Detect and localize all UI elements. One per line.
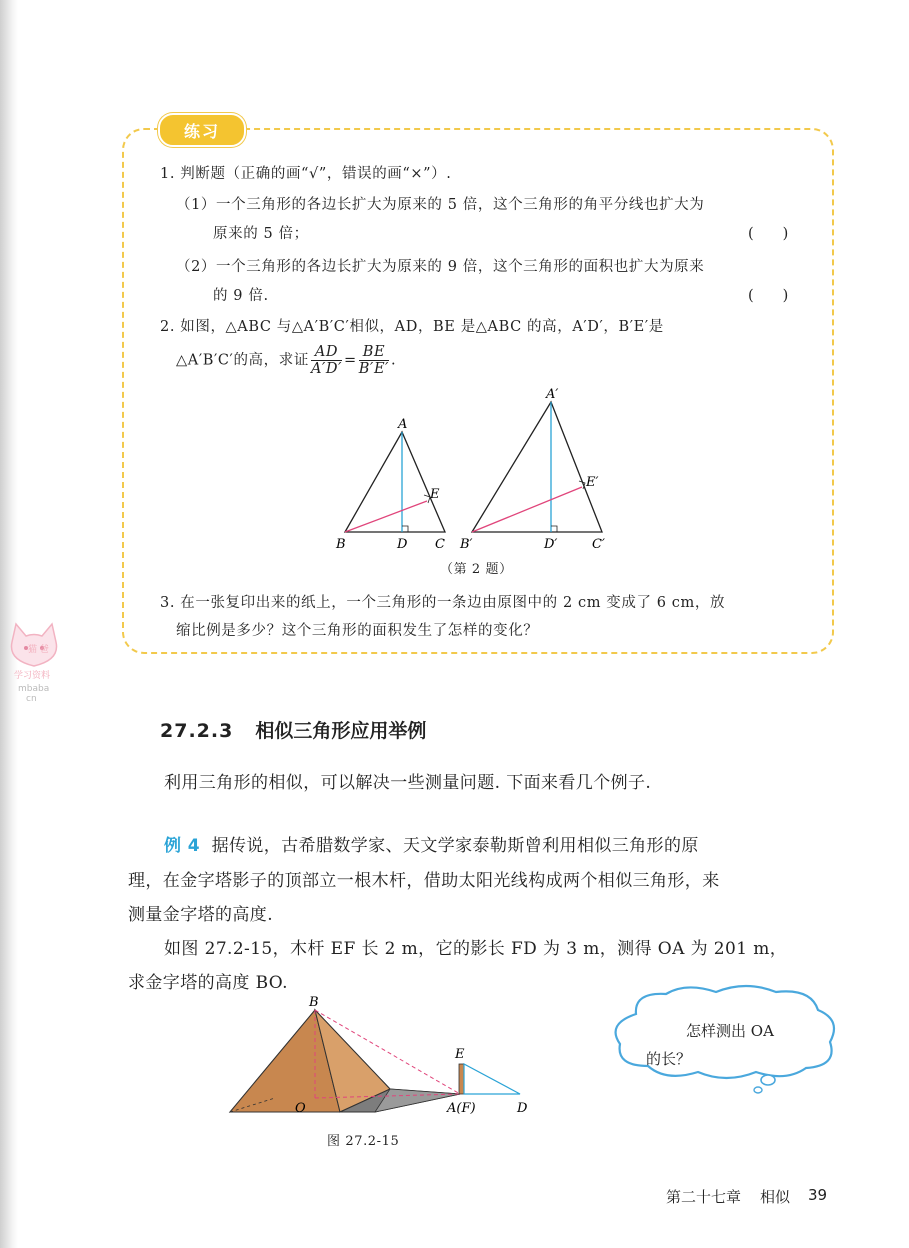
pole-shadow-triangle xyxy=(464,1064,520,1094)
frac1-num: AD xyxy=(311,344,342,361)
example-line3: 测量金字塔的高度. xyxy=(128,905,274,925)
fraction-ad xyxy=(311,344,342,377)
figure-27-2-15-caption: 图 27.2-15 xyxy=(327,1134,400,1149)
triangle-a2b2c2 xyxy=(472,402,602,532)
label-d2: D′ xyxy=(544,537,558,552)
q2-line2-prefix: △A′B′C′的高，求证 xyxy=(176,352,309,369)
example-line4: 如图 27.2-15，木杆 EF 长 2 m，它的影长 FD 为 3 m，测得 OA 为 201 m， xyxy=(164,939,788,959)
pole-ef xyxy=(459,1064,464,1094)
q3-line2: 缩比例是多少？这个三角形的面积发生了怎样的变化？ xyxy=(176,623,539,639)
q1-item2-line2: 的 9 倍. xyxy=(213,288,269,304)
label-c2: C′ xyxy=(592,537,605,552)
fig-label-e: E xyxy=(455,1047,465,1062)
fraction-be xyxy=(359,344,389,377)
label-a: A xyxy=(398,417,408,432)
equals-sign: = xyxy=(344,352,357,369)
frac1-den: A′D′ xyxy=(310,361,343,377)
fig-label-o: O xyxy=(295,1101,306,1116)
pyramid-figure xyxy=(215,994,545,1124)
fig-label-af: A(F) xyxy=(447,1101,476,1116)
practice-tag: 练习 xyxy=(158,113,246,147)
section-number: 27.2.3 xyxy=(160,720,234,742)
example-line1 xyxy=(164,831,699,856)
watermark-line1: 猫 爸 xyxy=(28,645,49,655)
section-intro: 利用三角形的相似，可以解决一些测量问题. 下面来看几个例子. xyxy=(164,773,652,793)
watermark xyxy=(4,620,76,710)
watermark-line2: 学习资料 xyxy=(14,671,51,681)
q1-item2-line1: （2）一个三角形的各边长扩大为原来的 9 倍，这个三角形的面积也扩大为原来 xyxy=(176,259,705,275)
q1-stem: 1. 判断题（正确的画“√”，错误的画“×”）. xyxy=(160,166,452,182)
watermark-line3: mbaba xyxy=(18,684,50,694)
altitude-be xyxy=(345,501,427,532)
cloud-line2: 的长？ xyxy=(646,1050,692,1068)
footer-chapter: 第二十七章 xyxy=(666,1188,742,1206)
section-title: 相似三角形应用举例 xyxy=(255,720,427,742)
footer-chapter-name: 相似 xyxy=(760,1188,791,1206)
right-angle-d2 xyxy=(551,526,557,532)
q1-item1-line2: 原来的 5 倍； xyxy=(213,226,309,242)
label-e2: E′ xyxy=(586,475,599,490)
label-d: D xyxy=(397,537,408,552)
label-b: B xyxy=(336,537,346,552)
frac2-num: BE xyxy=(359,344,389,361)
q3-line1: 3. 在一张复印出来的纸上，一个三角形的一条边由原图中的 2 cm 变成了 6 cm，放 xyxy=(160,595,726,611)
label-c: C xyxy=(435,537,445,552)
example-line1-text: 据传说，古希腊数学家、天文学家泰勒斯曾利用相似三角形的原 xyxy=(211,836,699,856)
cloud-line1: 怎样测出 OA xyxy=(686,1022,774,1040)
fig-label-b: B xyxy=(309,995,319,1010)
label-e: E xyxy=(430,487,440,502)
q2-line2-suffix: . xyxy=(391,352,397,369)
example-label: 例 4 xyxy=(164,836,200,856)
watermark-line4: cn xyxy=(26,694,37,704)
example-line2: 理，在金字塔影子的顶部立一根木杆，借助太阳光线构成两个相似三角形，来 xyxy=(128,871,720,891)
q2-line1: 2. 如图，△ABC 与△A′B′C′相似，AD，BE 是△ABC 的高，A′D′，B′E′是 xyxy=(160,319,664,335)
triangle-abc xyxy=(345,432,445,532)
q1-item1-blank: ( ) xyxy=(748,226,789,242)
frac2-den: B′E′ xyxy=(358,361,390,377)
altitude-b2e2 xyxy=(472,487,582,532)
page-number: 39 xyxy=(808,1186,828,1204)
q1-item1-line1: （1）一个三角形的各边长扩大为原来的 5 倍，这个三角形的角平分线也扩大为 xyxy=(176,197,705,213)
fig-label-d: D xyxy=(517,1101,528,1116)
label-a2: A′ xyxy=(546,387,559,402)
q2-line2 xyxy=(176,344,396,377)
triangles-figure xyxy=(320,380,640,580)
section-heading xyxy=(160,716,426,743)
label-b2: B′ xyxy=(460,537,473,552)
right-angle-d xyxy=(402,526,408,532)
q1-item2-blank: ( ) xyxy=(748,288,789,304)
example-line5: 求金字塔的高度 BO. xyxy=(128,973,288,993)
figure-2-caption: （第 2 题） xyxy=(440,562,513,577)
